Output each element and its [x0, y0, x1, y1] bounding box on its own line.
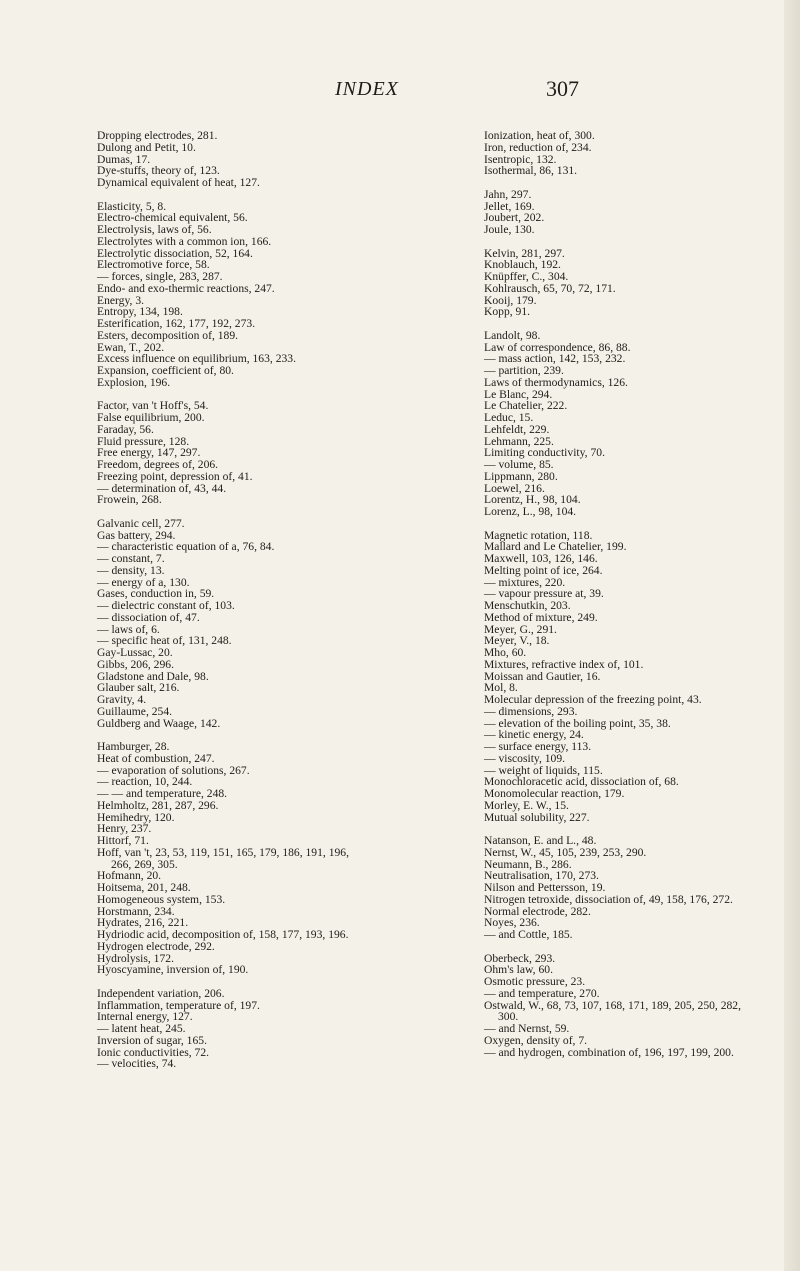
- index-entry: Hittorf, 71.: [97, 834, 149, 847]
- index-entry: Jellet, 169.: [484, 199, 535, 213]
- index-entry: Glauber salt, 216.: [97, 681, 180, 695]
- index-entry: Horstmann, 234.: [97, 904, 175, 918]
- index-entry: Electromotive force, 58.: [97, 258, 210, 272]
- index-entry: 300.: [498, 1010, 519, 1024]
- index-entry: Loewel, 216.: [484, 481, 545, 495]
- index-entry: — density, 13.: [97, 563, 165, 577]
- index-entry: Esters, decomposition of, 189.: [97, 328, 239, 342]
- section-gap: [484, 177, 784, 189]
- index-entry: Jahn, 297.: [484, 187, 532, 201]
- index-entry: Landolt, 98.: [484, 328, 541, 342]
- index-entry: Monomolecular reaction, 179.: [484, 787, 625, 800]
- index-entry: — characteristic equation of a, 76, 84.: [97, 540, 275, 554]
- index-entry: — forces, single, 283, 287.: [97, 270, 223, 283]
- index-column-right: [484, 130, 784, 1058]
- index-entry: Leduc, 15.: [484, 411, 534, 424]
- index-entry: Hydrates, 216, 221.: [97, 916, 189, 930]
- index-entry: Nitrogen tetroxide, dissociation of, 49, 158, 176, 272.: [484, 892, 733, 906]
- index-entry: — elevation of the boiling point, 35, 38.: [484, 716, 671, 730]
- index-entry: Hoff, van 't, 23, 53, 119, 151, 165, 179, 186, 191, 196,: [97, 845, 349, 859]
- index-entry: Lehmann, 225.: [484, 434, 554, 448]
- index-entry: Gladstone and Dale, 98.: [97, 669, 209, 683]
- index-column-left: [97, 130, 457, 1070]
- index-entry: Magnetic rotation, 118.: [484, 528, 593, 542]
- index-entry: Gibbs, 206, 296.: [97, 657, 174, 671]
- index-entry: Frowein, 268.: [97, 493, 162, 507]
- index-entry: Meyer, G., 291.: [484, 622, 557, 636]
- index-entry: — determination of, 43, 44.: [97, 481, 227, 495]
- index-entry: — mass action, 142, 153, 232.: [484, 352, 626, 366]
- index-entry: — kinetic energy, 24.: [484, 728, 584, 742]
- index-entry: Le Chatelier, 222.: [484, 399, 568, 413]
- index-entry: — latent heat, 245.: [97, 1022, 186, 1035]
- index-entry: Menschutkin, 203.: [484, 599, 571, 612]
- index-entry: Maxwell, 103, 126, 146.: [484, 552, 598, 565]
- index-entry: Lorentz, H., 98, 104.: [484, 493, 581, 507]
- index-entry: Dropping electrodes, 281.: [97, 129, 218, 142]
- section-gap: [97, 506, 457, 518]
- index-entry: — vapour pressure at, 39.: [484, 587, 604, 601]
- index-entry: Inversion of sugar, 165.: [97, 1033, 207, 1047]
- index-entry: Neutralisation, 170, 273.: [484, 869, 599, 883]
- index-entry: Dumas, 17.: [97, 152, 151, 166]
- index-entry: Kelvin, 281, 297.: [484, 246, 565, 260]
- index-entry: Lorenz, L., 98, 104.: [484, 505, 577, 518]
- index-entry: — volume, 85.: [484, 458, 554, 471]
- index-entry: Hoitsema, 201, 248.: [97, 881, 191, 894]
- index-entry: Ewan, T., 202.: [97, 340, 165, 354]
- index-entry: Faraday, 56.: [97, 422, 154, 436]
- index-entry: Gases, conduction in, 59.: [97, 587, 215, 601]
- index-entry: Guillaume, 254.: [97, 704, 173, 718]
- index-entry: Electrolytic dissociation, 52, 164.: [97, 246, 253, 260]
- section-gap: [484, 941, 784, 953]
- index-entry: Limiting conductivity, 70.: [484, 446, 605, 460]
- index-entry: Electro-chemical equivalent, 56.: [97, 211, 248, 225]
- page-header: [0, 78, 800, 106]
- index-entry: Molecular depression of the freezing point, 43.: [484, 693, 702, 706]
- page-number: 307: [546, 76, 579, 101]
- index-entry: Joubert, 202.: [484, 211, 545, 225]
- index-entry: Ohm's law, 60.: [484, 963, 553, 977]
- index-entry: Moissan and Gautier, 16.: [484, 669, 601, 683]
- index-entry: Internal energy, 127.: [97, 1010, 193, 1024]
- index-entry: — mixtures, 220.: [484, 575, 566, 589]
- index-entry: — laws of, 6.: [97, 622, 160, 636]
- index-entry: Factor, van 't Hoff's, 54.: [97, 399, 209, 413]
- index-entry: Explosion, 196.: [97, 375, 171, 389]
- section-gap: [484, 518, 784, 530]
- index-entry: Hydrolysis, 172.: [97, 951, 174, 965]
- index-entry: Neumann, B., 286.: [484, 857, 572, 871]
- page-edge: [784, 0, 800, 1271]
- index-entry: — partition, 239.: [484, 364, 564, 377]
- index-entry: Dye-stuffs, theory of, 123.: [97, 164, 220, 178]
- index-entry: Electrolytes with a common ion, 166.: [97, 234, 272, 248]
- section-gap: [97, 189, 457, 201]
- index-entry: Joule, 130.: [484, 223, 535, 236]
- index-entry: Energy, 3.: [97, 293, 145, 307]
- index-entry: Oxygen, density of, 7.: [484, 1033, 588, 1047]
- index-entry: Inflammation, temperature of, 197.: [97, 998, 260, 1012]
- index-entry: Mallard and Le Chatelier, 199.: [484, 540, 627, 554]
- index-entry: Nernst, W., 45, 105, 239, 253, 290.: [484, 845, 647, 859]
- index-entry: Free energy, 147, 297.: [97, 446, 201, 460]
- index-entry: Kooij, 179.: [484, 293, 537, 307]
- index-entry: Electrolysis, laws of, 56.: [97, 223, 212, 236]
- index-entry: Fluid pressure, 128.: [97, 434, 190, 448]
- index-entry: Mho, 60.: [484, 646, 527, 659]
- index-entry: — specific heat of, 131, 248.: [97, 634, 232, 648]
- index-entry: Independent variation, 206.: [97, 986, 225, 1000]
- index-entry: — surface energy, 113.: [484, 740, 592, 753]
- index-entry: Elasticity, 5, 8.: [97, 199, 167, 213]
- index-entry: — energy of a, 130.: [97, 575, 190, 589]
- index-entry: Freezing point, depression of, 41.: [97, 469, 253, 483]
- index-entry: Freedom, degrees of, 206.: [97, 458, 219, 471]
- index-entry: Gay-Lussac, 20.: [97, 646, 173, 659]
- index-entry: Isothermal, 86, 131.: [484, 164, 578, 178]
- index-entry: Endo- and exo-thermic reactions, 247.: [97, 281, 275, 295]
- index-entry: — dimensions, 293.: [484, 704, 578, 718]
- index-entry: Gas battery, 294.: [97, 528, 176, 542]
- index-entry: Henry, 237.: [97, 822, 152, 836]
- index-entry: Lehfeldt, 229.: [484, 422, 550, 436]
- index-entry: Osmotic pressure, 23.: [484, 975, 586, 988]
- index-entry: Gravity, 4.: [97, 693, 147, 706]
- index-entry: Law of correspondence, 86, 88.: [484, 340, 631, 354]
- index-entry: — and temperature, 270.: [484, 986, 600, 1000]
- index-entry: Mixtures, refractive index of, 101.: [484, 657, 644, 671]
- index-entry: Guldberg and Waage, 142.: [97, 716, 221, 730]
- index-entry: 266, 269, 305.: [111, 857, 178, 871]
- index-entry: Hyoscyamine, inversion of, 190.: [97, 963, 249, 977]
- index-entry: Kopp, 91.: [484, 305, 531, 319]
- index-entry: Hemihedry, 120.: [97, 810, 175, 824]
- index-entry: — viscosity, 109.: [484, 751, 566, 765]
- index-entry: Knüpffer, C., 304.: [484, 270, 569, 283]
- index-entry: Esterification, 162, 177, 192, 273.: [97, 317, 256, 330]
- index-entry: Nilson and Pettersson, 19.: [484, 881, 606, 894]
- index-entry: Oberbeck, 293.: [484, 951, 556, 965]
- index-entry: Method of mixture, 249.: [484, 610, 598, 624]
- index-entry: Le Blanc, 294.: [484, 387, 553, 401]
- index-entry: — evaporation of solutions, 267.: [97, 763, 250, 777]
- index-entry: Hydrogen electrode, 292.: [97, 939, 215, 953]
- index-entry: Kohlrausch, 65, 70, 72, 171.: [484, 281, 616, 295]
- index-entry: Lippmann, 280.: [484, 469, 558, 483]
- section-gap: [484, 236, 784, 248]
- index-entry: — dielectric constant of, 103.: [97, 599, 235, 612]
- index-entry: Hydriodic acid, decomposition of, 158, 177, 193, 196.: [97, 928, 349, 941]
- index-entry: Dulong and Petit, 10.: [97, 140, 196, 154]
- index-entry: Mol, 8.: [484, 681, 518, 695]
- index-entry: Meyer, V., 18.: [484, 634, 550, 648]
- index-entry: Helmholtz, 281, 287, 296.: [97, 798, 219, 812]
- index-entry: — — and temperature, 248.: [97, 787, 228, 800]
- index-entry: Expansion, coefficient of, 80.: [97, 364, 234, 377]
- index-entry: — dissociation of, 47.: [97, 610, 200, 624]
- index-entry: Dynamical equivalent of heat, 127.: [97, 176, 260, 189]
- index-entry: Heat of combustion, 247.: [97, 751, 215, 765]
- index-entry: Entropy, 134, 198.: [97, 305, 183, 319]
- index-entry: — velocities, 74.: [97, 1057, 177, 1071]
- index-entry: — and Nernst, 59.: [484, 1022, 570, 1035]
- index-entry: Natanson, E. and L., 48.: [484, 834, 597, 847]
- index-entry: Galvanic cell, 277.: [97, 516, 185, 530]
- index-entry: Homogeneous system, 153.: [97, 892, 226, 906]
- index-entry: Ionization, heat of, 300.: [484, 129, 595, 142]
- index-entry: False equilibrium, 200.: [97, 411, 205, 424]
- index-entry: Iron, reduction of, 234.: [484, 140, 592, 154]
- index-entry: — and hydrogen, combination of, 196, 197, 199, 200.: [484, 1045, 734, 1059]
- index-entry: Hamburger, 28.: [97, 740, 170, 753]
- index-entry: Hofmann, 20.: [97, 869, 162, 883]
- index-entry: Noyes, 236.: [484, 916, 540, 930]
- section-gap: [484, 318, 784, 330]
- index-entry: Monochloracetic acid, dissociation of, 68.: [484, 775, 679, 789]
- index-entry: — reaction, 10, 244.: [97, 775, 193, 789]
- index-entry: Isentropic, 132.: [484, 152, 557, 166]
- index-entry: Excess influence on equilibrium, 163, 233.: [97, 352, 296, 366]
- section-gap: [97, 976, 457, 988]
- index-entry: Melting point of ice, 264.: [484, 563, 603, 577]
- index-entry: Laws of thermodynamics, 126.: [484, 375, 628, 389]
- index-entry: — weight of liquids, 115.: [484, 763, 603, 777]
- index-entry: Normal electrode, 282.: [484, 904, 591, 918]
- index-entry: Ionic conductivities, 72.: [97, 1045, 210, 1059]
- index-entry: — and Cottle, 185.: [484, 928, 573, 941]
- index-entry: Ostwald, W., 68, 73, 107, 168, 171, 189, 205, 250, 282,: [484, 998, 741, 1012]
- running-title: INDEX: [335, 78, 399, 100]
- index-entry: — constant, 7.: [97, 552, 165, 565]
- index-entry: Morley, E. W., 15.: [484, 798, 569, 812]
- index-entry: Mutual solubility, 227.: [484, 810, 590, 824]
- index-entry: Knoblauch, 192.: [484, 258, 561, 272]
